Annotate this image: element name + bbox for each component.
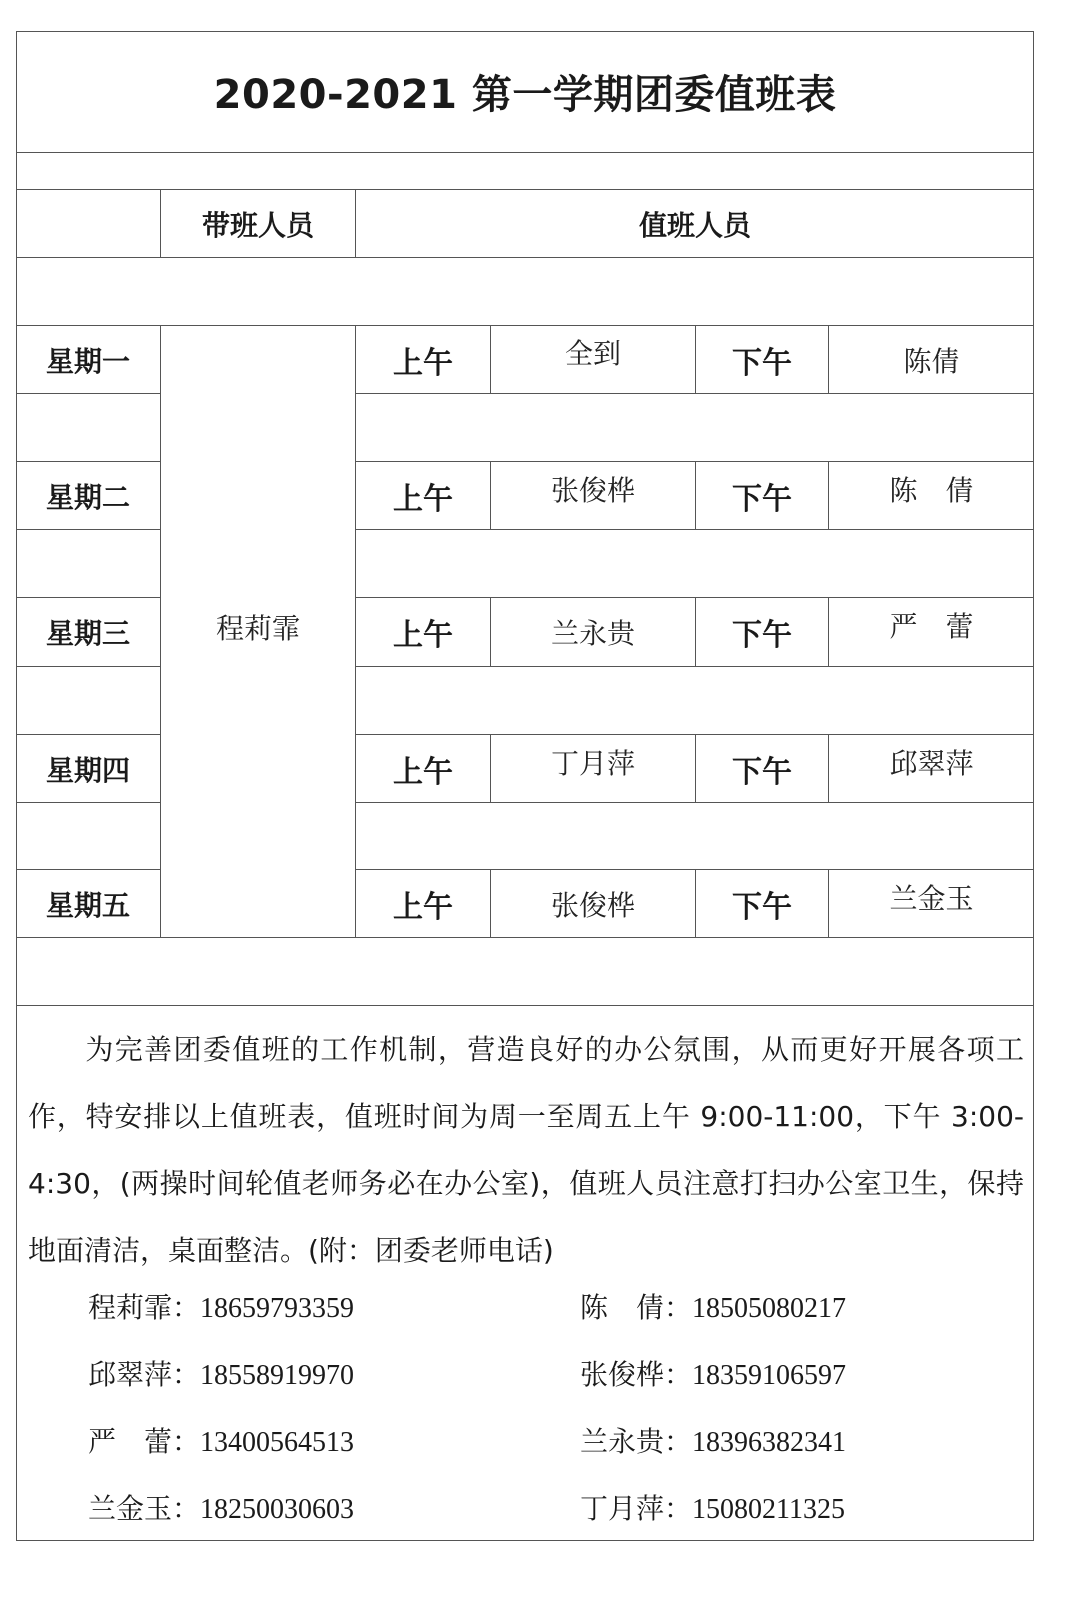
grid-line bbox=[16, 937, 1034, 938]
morning-duty: 全到 bbox=[564, 336, 621, 370]
morning-label: 上午 bbox=[393, 754, 453, 790]
morning-label: 上午 bbox=[393, 481, 453, 517]
contact-name: 丁月萍： bbox=[580, 1492, 693, 1525]
contact-name: 邱翠萍： bbox=[88, 1358, 201, 1391]
grid-line bbox=[16, 257, 1034, 258]
afternoon-duty: 陈倩 bbox=[903, 344, 960, 378]
day-label: 星期二 bbox=[45, 480, 130, 514]
contact-phone: 18505080217 bbox=[692, 1293, 847, 1324]
contact-item bbox=[580, 1487, 845, 1527]
header-duty: 值班人员 bbox=[638, 208, 751, 242]
morning-duty: 张俊桦 bbox=[550, 473, 635, 507]
page-title: 2020-2021 第一学期团委值班表 bbox=[213, 72, 837, 118]
afternoon-label: 下午 bbox=[732, 889, 792, 925]
morning-duty: 兰永贵 bbox=[550, 617, 635, 650]
morning-label: 上午 bbox=[393, 889, 453, 925]
grid-line bbox=[16, 152, 1034, 153]
afternoon-duty: 严 蕾 bbox=[889, 610, 974, 643]
contact-name: 严 蕾： bbox=[88, 1425, 201, 1458]
contact-item bbox=[88, 1286, 354, 1326]
day-label: 星期五 bbox=[45, 888, 130, 922]
contact-name: 兰金玉： bbox=[88, 1492, 201, 1525]
morning-label: 上午 bbox=[393, 618, 453, 653]
contact-phone: 18558919970 bbox=[200, 1360, 355, 1391]
contact-item bbox=[88, 1420, 354, 1460]
contact-name: 张俊桦： bbox=[580, 1358, 693, 1391]
contact-phone: 18359106597 bbox=[692, 1360, 847, 1391]
duty-note bbox=[28, 1016, 1024, 1284]
morning-duty: 张俊桦 bbox=[550, 888, 635, 922]
contact-phone: 15080211325 bbox=[692, 1494, 845, 1525]
afternoon-label: 下午 bbox=[732, 754, 792, 790]
contact-phone: 18250030603 bbox=[200, 1494, 355, 1525]
day-label: 星期四 bbox=[45, 753, 130, 787]
contact-item bbox=[580, 1353, 846, 1393]
day-label: 星期一 bbox=[45, 344, 130, 378]
afternoon-duty: 兰金玉 bbox=[889, 881, 974, 915]
afternoon-duty: 邱翠萍 bbox=[889, 746, 974, 780]
afternoon-duty: 陈 倩 bbox=[889, 473, 974, 507]
contact-name: 兰永贵： bbox=[580, 1425, 693, 1458]
contact-item bbox=[580, 1286, 846, 1326]
morning-duty: 丁月萍 bbox=[550, 746, 635, 780]
contact-item bbox=[88, 1353, 354, 1393]
contact-item bbox=[580, 1420, 846, 1460]
contact-phone: 18659793359 bbox=[200, 1293, 355, 1324]
contact-item bbox=[88, 1487, 354, 1527]
morning-label: 上午 bbox=[393, 345, 453, 381]
contact-name: 程莉霏： bbox=[88, 1291, 201, 1324]
header-leader: 带班人员 bbox=[201, 208, 314, 242]
afternoon-label: 下午 bbox=[732, 481, 792, 517]
contact-phone: 18396382341 bbox=[692, 1427, 847, 1458]
grid-line bbox=[16, 1005, 1034, 1006]
day-label: 星期三 bbox=[45, 617, 130, 650]
duty-note-text: 为完善团委值班的工作机制，营造良好的办公氛围，从而更好开展各项工作，特安排以上值班表，值班时间为周一至周五上午 9:00-11:00，下午 3:00-4:30，(两操时间轮值老师务必在办公室)，值班人员注意打扫办公室卫生，保持地面清洁，桌面整洁。(附：团委老师电话) bbox=[28, 1033, 1024, 1267]
afternoon-label: 下午 bbox=[732, 618, 792, 653]
leader-name: 程莉霏 bbox=[215, 612, 300, 645]
contact-phone: 13400564513 bbox=[200, 1427, 355, 1458]
afternoon-label: 下午 bbox=[732, 345, 792, 381]
contact-name: 陈 倩： bbox=[580, 1291, 693, 1324]
